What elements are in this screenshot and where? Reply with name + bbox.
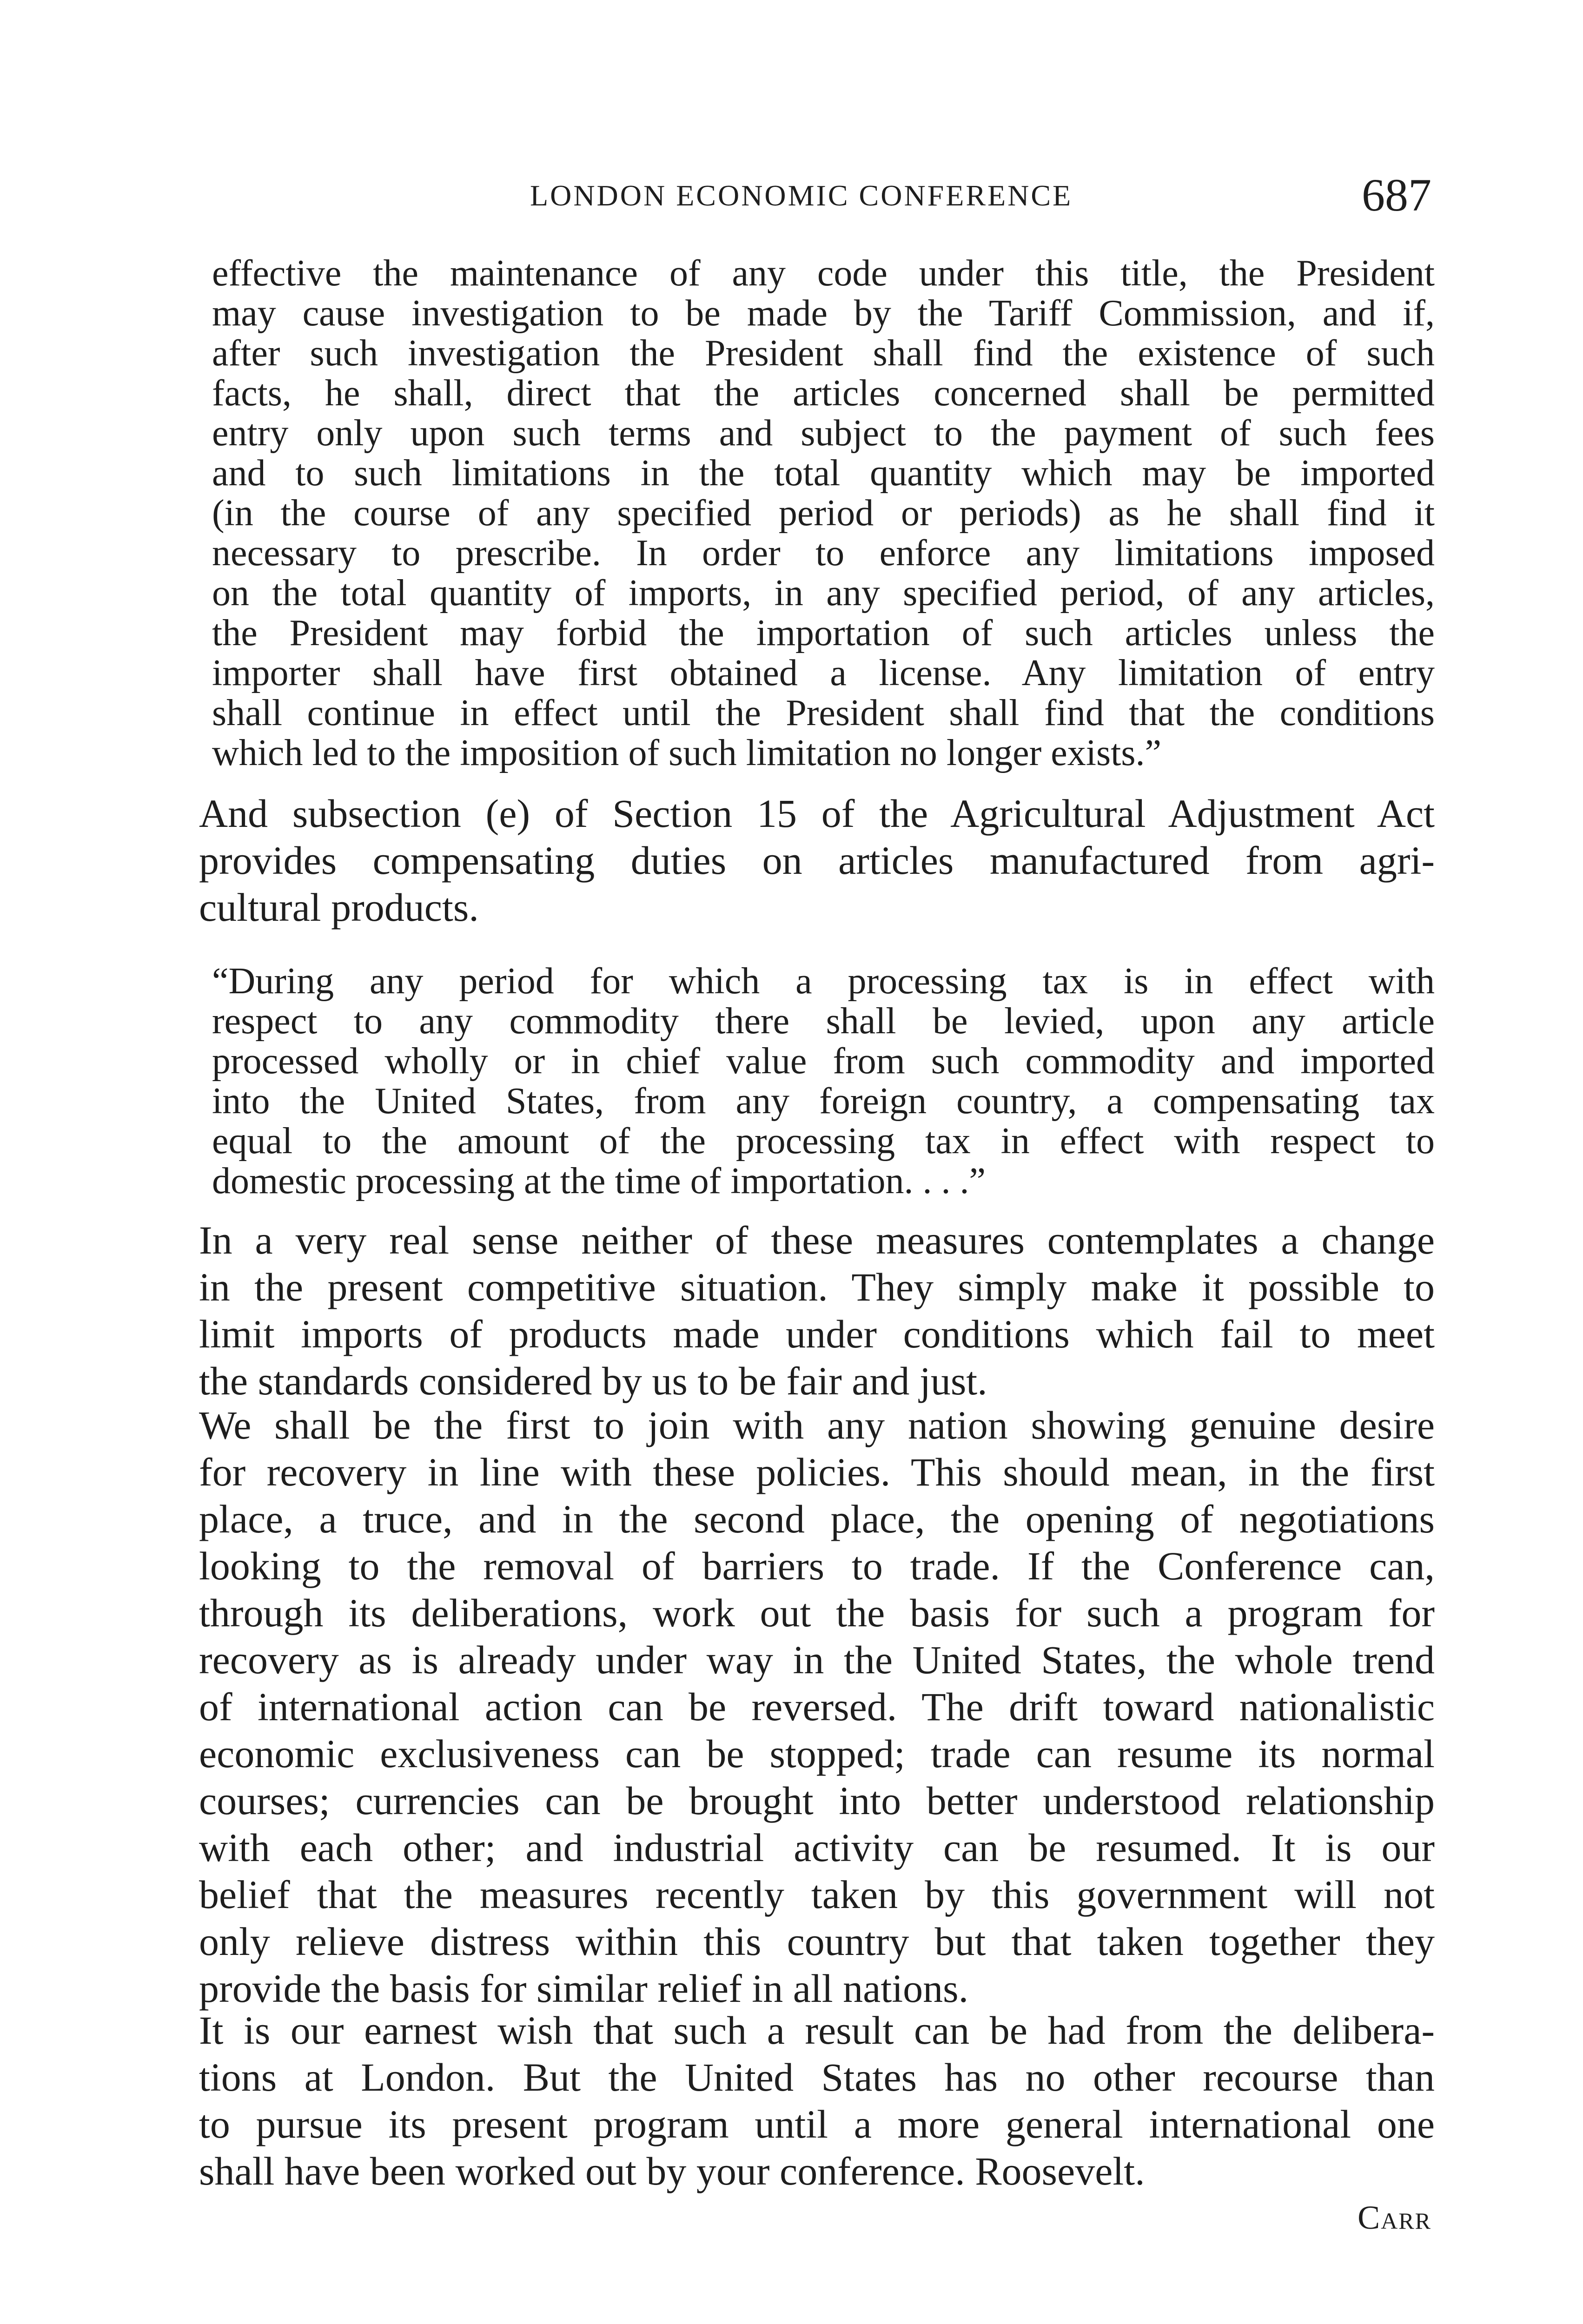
text-line: shall continue in effect until the President shall find that the conditions xyxy=(212,693,1435,733)
text-line: looking to the removal of barriers to trade. If the Conference can, xyxy=(199,1544,1435,1588)
text-line: facts, he shall, direct that the articles concerned shall be permitted xyxy=(212,373,1435,414)
text-line: with each other; and industrial activity can be resumed. It is our xyxy=(199,1825,1435,1870)
text-line: the President may forbid the importation of such articles unless the xyxy=(212,613,1435,654)
text-line: through its deliberations, work out the basis for such a program for xyxy=(199,1591,1435,1635)
text-line: for recovery in line with these policies. This should mean, in the first xyxy=(199,1450,1435,1494)
text-line: on the total quantity of imports, in any specified period, of any articles, xyxy=(212,573,1435,614)
quoted-statute-paragraph xyxy=(212,253,1435,773)
text-line: respect to any commodity there shall be levied, upon any article xyxy=(212,1001,1435,1042)
text-line: provides compensating duties on articles manufactured from agri- xyxy=(199,838,1435,883)
text-line: limit imports of products made under conditions which fail to meet xyxy=(199,1312,1435,1356)
text-line: which led to the imposition of such limitation no longer exists.” xyxy=(212,733,1161,773)
text-line: in the present competitive situation. They simply make it possible to xyxy=(199,1265,1435,1309)
text-line: tions at London. But the United States has no other recourse than xyxy=(199,2055,1435,2100)
text-line: shall have been worked out by your conference. Roosevelt. xyxy=(199,2149,1145,2193)
text-line: We shall be the first to join with any nation showing genuine desire xyxy=(199,1403,1435,1447)
text-line: equal to the amount of the processing tax in effect with respect to xyxy=(212,1121,1435,1162)
text-line: courses; currencies can be brought into better understood relationship xyxy=(199,1778,1435,1823)
text-line: entry only upon such terms and subject to the payment of such fees xyxy=(212,413,1435,454)
text-line: cultural products. xyxy=(199,885,479,930)
text-line: the standards considered by us to be fair and just. xyxy=(199,1359,987,1403)
text-line: processed wholly or in chief value from such commodity and imported xyxy=(212,1041,1435,1082)
page-number: 687 xyxy=(1362,169,1431,221)
text-line: domestic processing at the time of importation. . . .” xyxy=(212,1161,986,1202)
text-line: into the United States, from any foreign country, a compensating tax xyxy=(212,1081,1435,1122)
text-line: economic exclusiveness can be stopped; trade can resume its normal xyxy=(199,1731,1435,1776)
text-line: place, a truce, and in the second place, the opening of negotiations xyxy=(199,1497,1435,1541)
text-line: and to such limitations in the total quantity which may be imported xyxy=(212,453,1435,494)
text-line: effective the maintenance of any code under this title, the President xyxy=(212,253,1435,294)
running-title: LONDON ECONOMIC CONFERENCE xyxy=(530,179,1073,212)
text-line: It is our earnest wish that such a result can be had from the delibera- xyxy=(199,2008,1435,2053)
text-line: only relieve distress within this country but that taken together they xyxy=(199,1919,1435,1964)
text-line: after such investigation the President shall find the existence of such xyxy=(212,333,1435,374)
body-paragraph xyxy=(199,1402,1435,2012)
text-line: necessary to prescribe. In order to enforce any limitations imposed xyxy=(212,533,1435,574)
text-line: In a very real sense neither of these measures contemplates a change xyxy=(199,1218,1435,1262)
text-line: provide the basis for similar relief in all nations. xyxy=(199,1966,969,2011)
body-paragraph xyxy=(199,1217,1435,1405)
text-line: And subsection (e) of Section 15 of the Agricultural Adjustment Act xyxy=(199,791,1435,836)
quoted-statute-paragraph xyxy=(212,961,1435,1201)
text-line: importer shall have first obtained a license. Any limitation of entry xyxy=(212,653,1435,693)
text-line: may cause investigation to be made by the Tariff Commission, and if, xyxy=(212,293,1435,334)
text-line: (in the course of any specified period or periods) as he shall find it xyxy=(212,493,1435,534)
body-paragraph xyxy=(199,2007,1435,2195)
body-paragraph xyxy=(199,790,1435,931)
text-line: “During any period for which a processing tax is in effect with xyxy=(212,961,1435,1002)
text-line: belief that the measures recently taken by this government will not xyxy=(199,1872,1435,1917)
text-line: of international action can be reversed. The drift toward nationalistic xyxy=(199,1684,1435,1729)
text-line: recovery as is already under way in the United States, the whole trend xyxy=(199,1637,1435,1682)
signature: Carr xyxy=(1358,2199,1431,2236)
text-line: to pursue its present program until a more general international one xyxy=(199,2102,1435,2146)
